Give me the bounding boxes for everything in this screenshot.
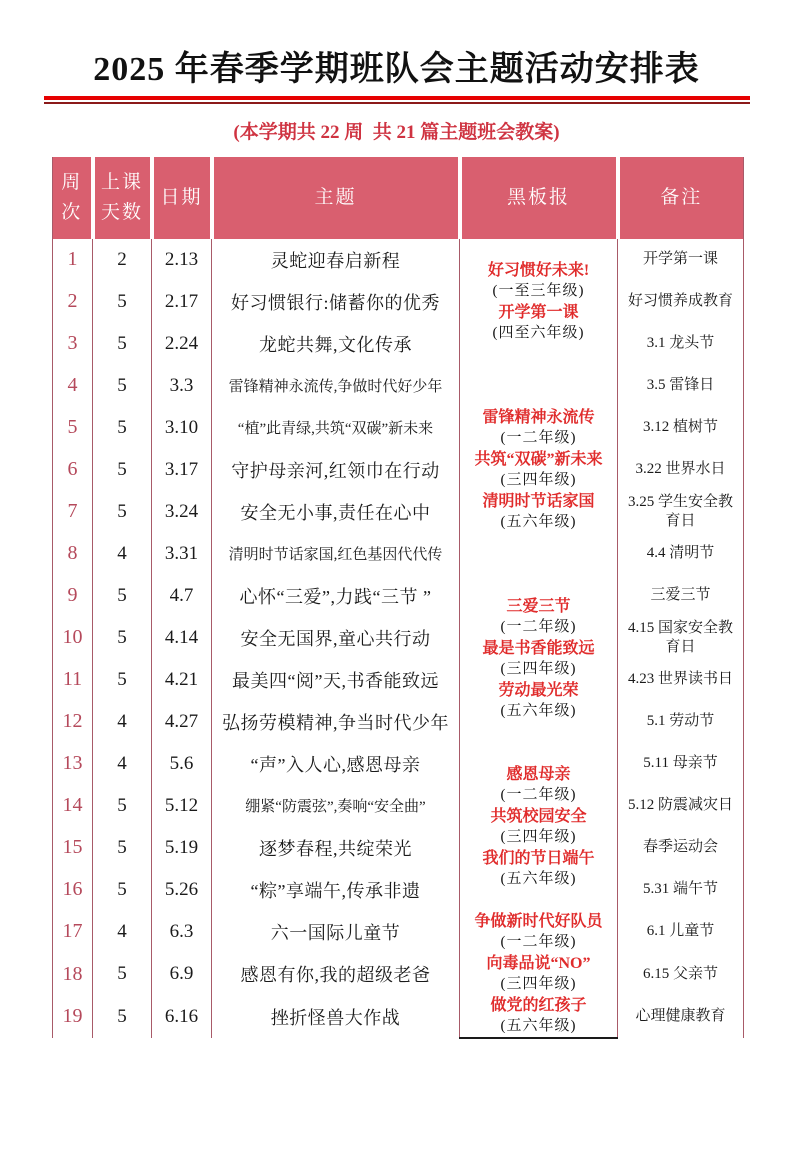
note-cell: 6.15 父亲节 xyxy=(618,953,744,995)
blackboard-topic-line: 向毒品说“NO” xyxy=(486,954,591,972)
table-row xyxy=(53,785,744,827)
week-cell: 14 xyxy=(62,794,83,817)
theme-cell: 心怀“三爱”,力践“三节 ” xyxy=(212,575,460,617)
table-row xyxy=(53,869,744,911)
blackboard-grade-line: (一二年级) xyxy=(500,786,577,803)
date-cell: 4.14 xyxy=(152,617,212,659)
blackboard-grade-line: (四至六年级) xyxy=(492,324,585,341)
col-header-week xyxy=(53,157,93,239)
date-cell: 4.27 xyxy=(152,701,212,743)
date-cell: 3.31 xyxy=(152,533,212,575)
blackboard-grade-line: (一二年级) xyxy=(500,618,577,635)
theme-cell: “声”入人心,感恩母亲 xyxy=(212,743,460,785)
theme-cell: 雷锋精神永流传,争做时代好少年 xyxy=(212,365,460,407)
days-cell: 5 xyxy=(93,869,152,911)
days-cell: 5 xyxy=(93,449,152,491)
theme-cell: 逐梦春程,共绽荣光 xyxy=(212,827,460,869)
week-cell: 13 xyxy=(62,752,83,775)
days-cell: 5 xyxy=(93,953,152,995)
date-cell: 3.10 xyxy=(152,407,212,449)
blackboard-grade-line: (三四年级) xyxy=(500,660,577,677)
note-cell: 5.31 端午节 xyxy=(618,869,744,911)
date-cell: 2.17 xyxy=(152,281,212,323)
note-cell: 三爱三节 xyxy=(618,575,744,617)
theme-cell: 清明时节话家国,红色基因代代传 xyxy=(212,533,460,575)
date-cell: 2.24 xyxy=(152,323,212,365)
date-cell: 2.13 xyxy=(152,239,212,281)
table-row xyxy=(53,701,744,743)
week-cell: 5 xyxy=(67,416,78,439)
note-cell: 3.5 雷锋日 xyxy=(618,365,744,407)
col-header-days xyxy=(93,157,152,239)
date-cell: 3.17 xyxy=(152,449,212,491)
days-cell: 2 xyxy=(93,239,152,281)
theme-cell: 弘扬劳模精神,争当时代少年 xyxy=(212,701,460,743)
days-cell: 4 xyxy=(93,743,152,785)
col-header-blackboard: 黑板报 xyxy=(460,157,618,239)
date-cell: 6.9 xyxy=(152,953,212,995)
col-header-theme: 主题 xyxy=(212,157,460,239)
table-row xyxy=(53,533,744,575)
schedule-table-body xyxy=(53,239,744,1038)
table-row xyxy=(53,575,744,617)
week-cell: 9 xyxy=(67,584,78,607)
days-cell: 5 xyxy=(93,617,152,659)
note-cell: 开学第一课 xyxy=(618,239,744,281)
blackboard-grade-line: (一二年级) xyxy=(500,429,577,446)
days-cell: 4 xyxy=(93,701,152,743)
theme-cell: “粽”享端午,传承非遗 xyxy=(212,869,460,911)
date-cell: 5.6 xyxy=(152,743,212,785)
col-header-date: 日期 xyxy=(152,157,212,239)
table-row xyxy=(53,491,744,533)
col-header-note: 备注 xyxy=(618,157,744,239)
blackboard-grade-line: (五六年级) xyxy=(500,1017,577,1034)
days-cell: 5 xyxy=(93,281,152,323)
blackboard-topic-line: 劳动最光荣 xyxy=(498,681,579,699)
col-header-week-line2: 次 xyxy=(61,201,83,223)
blackboard-grade-line: (五六年级) xyxy=(500,870,577,887)
blackboard-grade-line: (三四年级) xyxy=(500,471,577,488)
blackboard-topic-line: 开学第一课 xyxy=(498,303,579,321)
note-cell: 5.1 劳动节 xyxy=(618,701,744,743)
table-row xyxy=(53,407,744,449)
week-cell: 1 xyxy=(67,248,78,271)
blackboard-grade-line: (五六年级) xyxy=(500,702,577,719)
blackboard-topic-line: 做党的红孩子 xyxy=(490,996,587,1014)
blackboard-topic-line: 我们的节日端午 xyxy=(482,849,595,867)
days-cell: 5 xyxy=(93,995,152,1037)
days-cell: 5 xyxy=(93,827,152,869)
blackboard-grade-line: (一至三年级) xyxy=(492,282,585,299)
note-cell: 4.23 世界读书日 xyxy=(618,659,744,701)
date-cell: 4.7 xyxy=(152,575,212,617)
theme-cell: 安全无国界,童心共行动 xyxy=(212,617,460,659)
date-cell: 5.12 xyxy=(152,785,212,827)
days-cell: 5 xyxy=(93,323,152,365)
note-cell: 5.11 母亲节 xyxy=(618,743,744,785)
blackboard-topic-line: 好习惯好未来! xyxy=(487,261,590,279)
title-underline xyxy=(44,96,750,104)
week-cell: 10 xyxy=(62,626,83,649)
table-header xyxy=(53,157,744,239)
blackboard-grade-line: (三四年级) xyxy=(500,975,577,992)
note-cell: 好习惯养成教育 xyxy=(618,281,744,323)
week-cell: 2 xyxy=(67,290,78,313)
blackboard-topic-line: 三爱三节 xyxy=(506,597,571,615)
days-cell: 5 xyxy=(93,785,152,827)
date-cell: 6.3 xyxy=(152,911,212,953)
table-row xyxy=(53,743,744,785)
note-cell: 6.1 儿童节 xyxy=(618,911,744,953)
note-cell: 3.22 世界水日 xyxy=(618,449,744,491)
week-cell: 15 xyxy=(62,836,83,859)
blackboard-cell xyxy=(460,743,618,911)
page-title: 2025 年春季学期班队会主题活动安排表 xyxy=(93,51,700,88)
theme-cell: 好习惯银行:储蓄你的优秀 xyxy=(212,281,460,323)
blackboard-grade-line: (一二年级) xyxy=(500,933,577,950)
theme-cell: 安全无小事,责任在心中 xyxy=(212,491,460,533)
days-cell: 5 xyxy=(93,491,152,533)
date-cell: 3.24 xyxy=(152,491,212,533)
week-cell: 17 xyxy=(62,920,83,943)
days-cell: 5 xyxy=(93,407,152,449)
week-cell: 19 xyxy=(62,1005,83,1028)
blackboard-topic-line: 争做新时代好队员 xyxy=(474,912,603,930)
theme-cell: “植”此青绿,共筑“双碳”新未来 xyxy=(212,407,460,449)
table-row xyxy=(53,911,744,953)
blackboard-topic-line: 感恩母亲 xyxy=(506,765,571,783)
week-cell: 6 xyxy=(67,458,78,481)
theme-cell: 绷紧“防震弦”,奏响“安全曲” xyxy=(212,785,460,827)
theme-cell: 守护母亲河,红领巾在行动 xyxy=(212,449,460,491)
blackboard-cell xyxy=(460,365,618,575)
table-row xyxy=(53,659,744,701)
col-header-days-line1: 上课 xyxy=(100,171,143,193)
week-cell: 11 xyxy=(62,668,83,691)
days-cell: 4 xyxy=(93,911,152,953)
table-row xyxy=(53,617,744,659)
col-header-week-line1: 周 xyxy=(61,171,83,193)
blackboard-grade-line: (三四年级) xyxy=(500,828,577,845)
week-cell: 16 xyxy=(62,878,83,901)
note-cell: 3.25 学生安全教育日 xyxy=(618,491,744,533)
table-row xyxy=(53,995,744,1037)
blackboard-cell xyxy=(460,911,618,1038)
week-cell: 7 xyxy=(67,500,78,523)
theme-cell: 感恩有你,我的超级老爸 xyxy=(212,953,460,995)
note-cell: 5.12 防震减灾日 xyxy=(618,785,744,827)
blackboard-topic-line: 清明时节话家国 xyxy=(482,492,595,510)
blackboard-topic-line: 雷锋精神永流传 xyxy=(482,408,595,426)
schedule-table xyxy=(52,157,744,1039)
subtitle: (本学期共 22 周 共 21 篇主题班会教案) xyxy=(233,121,560,143)
theme-cell: 最美四“阅”天,书香能致远 xyxy=(212,659,460,701)
table-row xyxy=(53,323,744,365)
date-cell: 6.16 xyxy=(152,995,212,1037)
theme-cell: 龙蛇共舞,文化传承 xyxy=(212,323,460,365)
note-cell: 心理健康教育 xyxy=(618,995,744,1037)
blackboard-topic-line: 最是书香能致远 xyxy=(482,639,595,657)
date-cell: 5.26 xyxy=(152,869,212,911)
days-cell: 5 xyxy=(93,365,152,407)
note-cell: 3.1 龙头节 xyxy=(618,323,744,365)
header-row xyxy=(53,157,744,239)
blackboard-grade-line: (五六年级) xyxy=(500,513,577,530)
table-row xyxy=(53,827,744,869)
note-cell: 4.4 清明节 xyxy=(618,533,744,575)
page xyxy=(0,50,793,1172)
table-row xyxy=(53,239,744,281)
col-header-days-line2: 天数 xyxy=(100,201,143,223)
week-cell: 18 xyxy=(62,962,83,985)
theme-cell: 挫折怪兽大作战 xyxy=(212,995,460,1037)
theme-cell: 灵蛇迎春启新程 xyxy=(212,239,460,281)
days-cell: 5 xyxy=(93,575,152,617)
note-cell: 4.15 国家安全教育日 xyxy=(618,617,744,659)
week-cell: 8 xyxy=(67,542,78,565)
blackboard-topic-line: 共筑校园安全 xyxy=(490,807,587,825)
days-cell: 5 xyxy=(93,659,152,701)
date-cell: 3.3 xyxy=(152,365,212,407)
week-cell: 3 xyxy=(67,332,78,355)
note-cell: 春季运动会 xyxy=(618,827,744,869)
week-cell: 12 xyxy=(62,710,83,733)
date-cell: 5.19 xyxy=(152,827,212,869)
table-row xyxy=(53,953,744,995)
days-cell: 4 xyxy=(93,533,152,575)
table-row xyxy=(53,365,744,407)
table-row xyxy=(53,281,744,323)
week-cell: 4 xyxy=(67,374,78,397)
blackboard-cell xyxy=(460,575,618,743)
table-row xyxy=(53,449,744,491)
blackboard-cell xyxy=(460,239,618,365)
note-cell: 3.12 植树节 xyxy=(618,407,744,449)
blackboard-topic-line: 共筑“双碳”新未来 xyxy=(474,450,603,468)
theme-cell: 六一国际儿童节 xyxy=(212,911,460,953)
date-cell: 4.21 xyxy=(152,659,212,701)
